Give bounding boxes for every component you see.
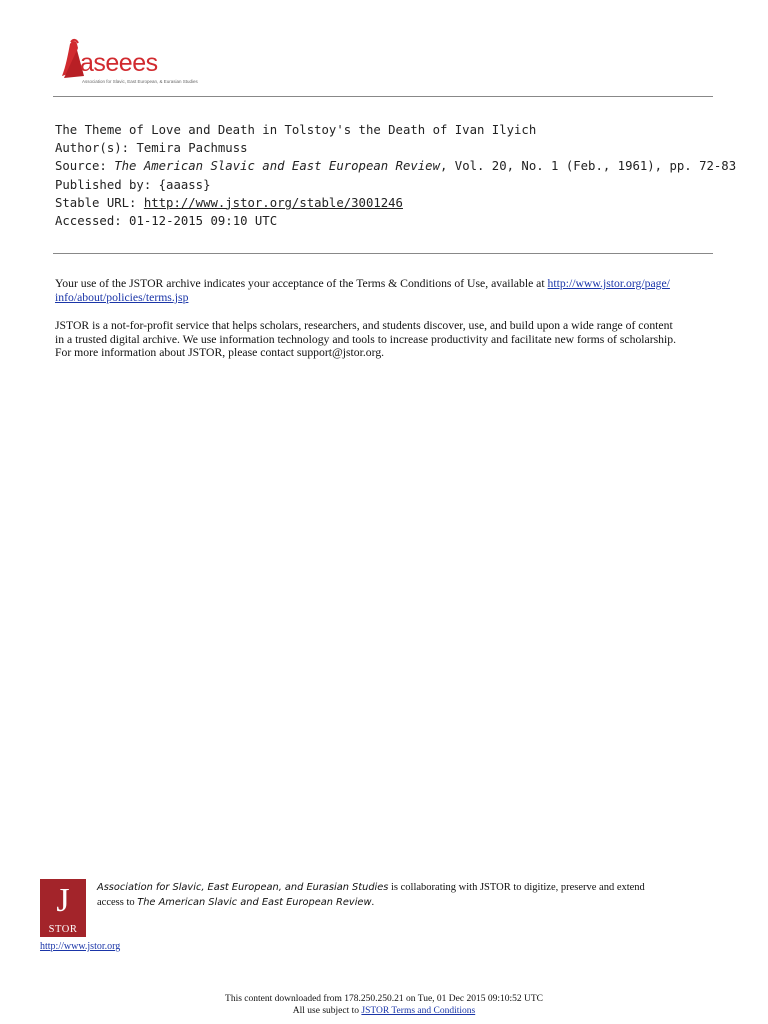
jstor-logo[interactable] (40, 879, 86, 937)
stable-url-label: Stable URL: (55, 195, 137, 210)
about-line-1: JSTOR is a not-for-profit service that helps scholars, researchers, and students discover, use, and build upon a wide range of content (55, 319, 673, 332)
source-label: Source: (55, 159, 107, 174)
publisher-line (55, 176, 715, 194)
download-footer (0, 994, 768, 1017)
citation-block (55, 121, 737, 230)
source-details: , Vol. 20, No. 1 (Feb., 1961), pp. 72-83 (439, 159, 737, 174)
terms-link-part2[interactable]: info/about/policies/terms.jsp (55, 290, 189, 304)
authors-value: Temira Pachmuss (136, 141, 248, 156)
footer-line-2 (0, 1006, 768, 1018)
footer-prefix: All use subject to (292, 1005, 362, 1016)
stable-url-link[interactable]: http://www.jstor.org/stable/3001246 (143, 195, 403, 210)
terms-paragraph (55, 277, 715, 304)
terms-conditions-link[interactable]: JSTOR Terms and Conditions (361, 1005, 476, 1016)
authors-label: Author(s): (55, 141, 130, 156)
terms-text: Your use of the JSTOR archive indicates your acceptance of the Terms & Conditions of Use, available at (55, 277, 548, 290)
collab-end: . (371, 896, 375, 908)
source-journal: The American Slavic and East European Review (114, 159, 440, 174)
publisher-value: {aaass} (158, 177, 211, 192)
collaboration-statement (97, 881, 717, 910)
article-title: The Theme of Love and Death in Tolstoy's the Death of Ivan Ilyich (55, 123, 537, 137)
jstor-logo-word: STOR (48, 924, 78, 935)
source-line (55, 157, 737, 175)
jstor-home-link[interactable]: http://www.jstor.org (40, 941, 121, 952)
footer-line-1: This content downloaded from 178.250.250.21 on Tue, 01 Dec 2015 09:10:52 UTC (225, 994, 543, 1004)
about-line-3: For more information about JSTOR, please contact support@jstor.org. (55, 346, 385, 360)
accessed-line (55, 212, 715, 230)
published-label: Published by: (55, 177, 152, 192)
about-paragraph (55, 319, 715, 360)
accessed-value: 01-12-2015 09:10 UTC (129, 214, 278, 229)
jstor-logo-glyph: J (56, 882, 70, 919)
collab-text-2: access to (97, 896, 138, 908)
terms-link-part1[interactable]: http://www.jstor.org/page/ (547, 277, 670, 290)
collab-journal: The American Slavic and East European Review (137, 896, 372, 908)
about-line-2: in a trusted digital archive. We use information technology and tools to increase productivity and facilitate new forms of scholarship. (55, 332, 677, 346)
collab-text-1: is collaborating with JSTOR to digitize, preserve and extend (388, 882, 645, 893)
middle-divider (53, 253, 713, 254)
top-divider (53, 96, 713, 97)
logo-subtitle: Association for Slavic, East European, & Eurasian Studies (82, 79, 198, 84)
collab-org: Association for Slavic, East European, and Eurasian Studies (97, 882, 389, 893)
logo-wordmark: aseees (80, 49, 158, 77)
authors-line (55, 139, 715, 157)
accessed-label: Accessed: (55, 214, 122, 229)
stable-url-line (55, 194, 715, 212)
